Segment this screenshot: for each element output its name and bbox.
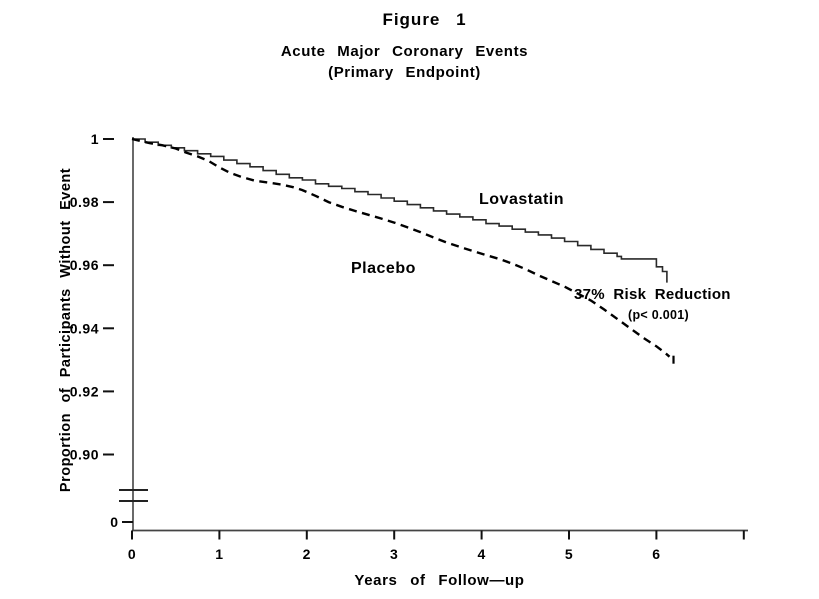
y-axis-title: Proportion of Participants Without Event [58,167,74,493]
p-value-annotation: (p< 0.001) [628,308,690,322]
figure-title: Figure 1 [382,10,467,29]
y-tick-label: 0.96 [69,257,99,274]
y-tick-label: 1 [90,131,99,147]
y-tick-label: 0.94 [69,320,99,337]
figure-subtitle: Acute Major Coronary Events [280,43,529,60]
x-tick-label: 6 [652,546,661,562]
x-tick-label: 3 [390,546,399,562]
lovastatin-curve-label: Lovastatin [479,191,565,208]
y-tick-label: 0.98 [69,194,99,211]
x-tick-label: 4 [477,546,486,562]
x-tick-label: 1 [215,546,224,562]
figure-subtitle-secondary: (Primary Endpoint) [328,64,481,81]
placebo-curve [132,139,670,357]
x-axis-title: Years of Follow—up [354,572,525,589]
x-tick-label: 0 [127,546,137,562]
y-tick-label: 0.90 [69,446,99,463]
x-tick-label: 5 [564,546,574,562]
risk-reduction-annotation: 37% Risk Reduction [574,286,731,303]
placebo-curve-label: Placebo [351,260,416,277]
y-tick-label-zero: 0 [110,514,118,530]
y-tick-label: 0.92 [69,383,99,400]
x-tick-label: 2 [302,546,311,562]
